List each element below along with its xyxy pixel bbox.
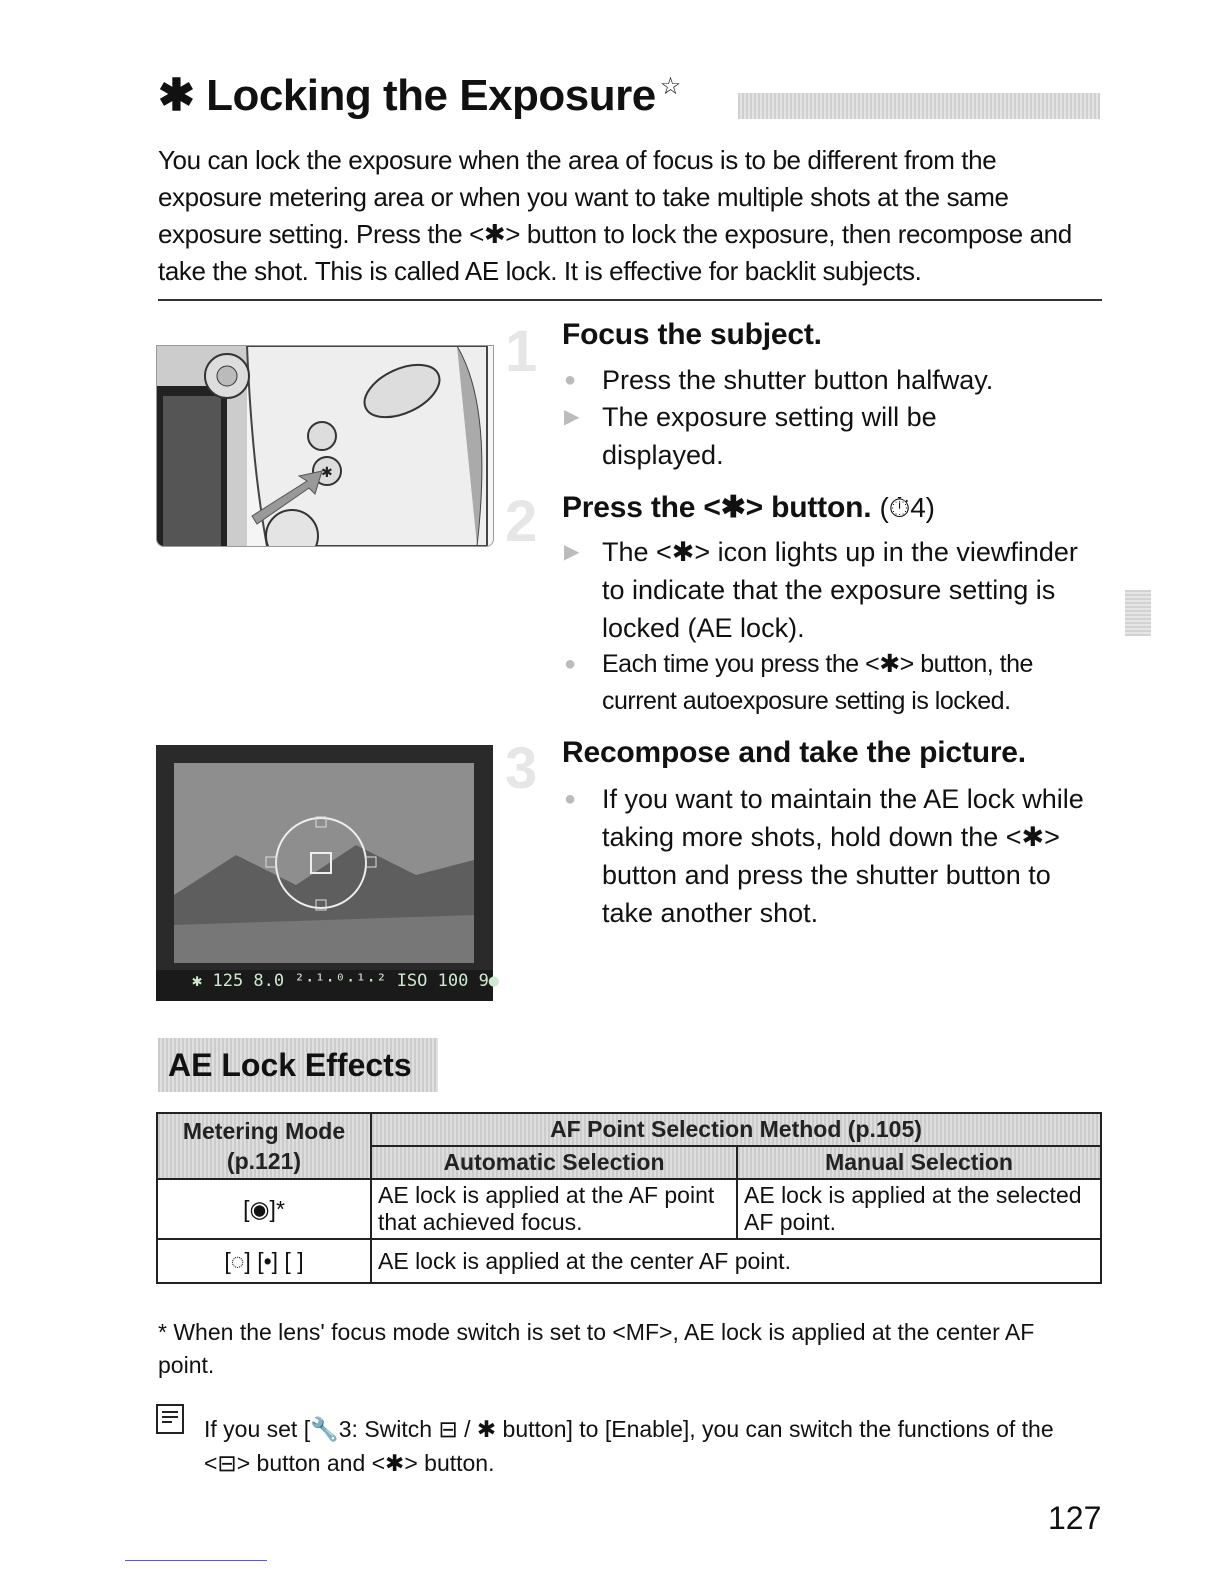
section-title: AE Lock Effects — [158, 1038, 438, 1092]
footer-line — [125, 1560, 267, 1561]
footnote: * When the lens' focus mode switch is set to <MF>, AE lock is applied at the center AF point. — [158, 1319, 1035, 1378]
step-bullet — [564, 398, 1022, 474]
bullet-marker: ● — [564, 788, 577, 810]
table-row — [157, 1179, 1101, 1239]
table-cell: AE lock is applied at the AF point that achieved focus. — [371, 1179, 737, 1239]
step-heading: Recompose and take the picture. — [562, 736, 1026, 769]
star-icon: ☆ — [659, 73, 681, 101]
step-heading-text: Press the <✱> button. — [562, 491, 872, 524]
table-cell: AE lock is applied at the selected AF point. — [737, 1179, 1101, 1239]
step-heading — [562, 490, 935, 525]
memo-icon — [156, 1404, 184, 1434]
viewfinder-readout: ✱ 125 8.0 ²·¹·⁰·¹·² ISO 100 9● — [192, 971, 500, 991]
intro-paragraph: You can lock the exposure when the area of focus is to be different from the exposure metering area or when you want to take multiple shots at the same exposure setting. Press the <✱> button to lock the exposure, then recompose and take the shot. This is called AE lock. It is effective for backlit subjects. — [158, 145, 1072, 286]
bullet-marker: ▶ — [564, 406, 580, 428]
chapter-tab — [1125, 590, 1151, 636]
divider — [158, 299, 1102, 301]
af-method-header: AF Point Selection Method (p.105) — [371, 1113, 1101, 1146]
table-row — [157, 1239, 1101, 1283]
table-cell: AE lock is applied at the center AF point. — [371, 1239, 1101, 1283]
page-number: 127 — [1048, 1500, 1102, 1536]
evaluative-metering-icon: [◉]* — [157, 1179, 371, 1239]
page-title — [158, 70, 681, 121]
metering-modes-icons: [◌] [•] [ ] — [157, 1239, 371, 1283]
bullet-text: Each time you press the <✱> button, the current autoexposure setting is locked. — [602, 650, 1033, 715]
page-title-text: Locking the Exposure — [206, 71, 656, 120]
bullet-text: Press the shutter button halfway. — [602, 365, 994, 395]
bullet-text: If you want to maintain the AE lock while taking more shots, hold down the <✱> button and press the shutter button to take another shot. — [602, 784, 1084, 928]
header-ref: (p.121) — [226, 1148, 302, 1174]
step-heading: Focus the subject. — [562, 318, 822, 351]
camera-back-illustration — [156, 345, 494, 547]
manual-selection-header: Manual Selection — [737, 1146, 1101, 1179]
step-number: 2 — [505, 489, 538, 554]
bullet-marker: ● — [564, 653, 576, 675]
ae-lock-table — [156, 1112, 1102, 1284]
step-bullet — [564, 646, 1102, 720]
page-reference: (⏱4) — [879, 492, 935, 523]
header-text: Metering Mode — [182, 1118, 346, 1144]
viewfinder-illustration — [156, 745, 500, 1001]
title-decoration-bar — [738, 93, 1100, 119]
step-bullet — [564, 361, 1102, 399]
step-number: 1 — [505, 319, 538, 384]
metering-mode-header — [157, 1113, 371, 1179]
ae-lock-icon: ✱ — [158, 71, 195, 120]
step-bullet — [564, 533, 1102, 647]
auto-selection-header: Automatic Selection — [371, 1146, 737, 1179]
bullet-text: The <✱> icon lights up in the viewfinder to indicate that the exposure setting is locked (AE lock). — [602, 537, 1078, 643]
svg-text:✱: ✱ — [321, 465, 333, 481]
note-text: If you set [🔧3: Switch ⊟ / ✱ button] to [Enable], you can switch the functions of the <⊟> button and <✱> button. — [204, 1416, 1054, 1476]
step-bullet — [564, 780, 1102, 932]
step-number: 3 — [505, 736, 538, 801]
bullet-text: The exposure setting will be displayed. — [602, 402, 937, 470]
bullet-marker: ▶ — [564, 541, 580, 563]
bullet-marker: ● — [564, 369, 577, 391]
